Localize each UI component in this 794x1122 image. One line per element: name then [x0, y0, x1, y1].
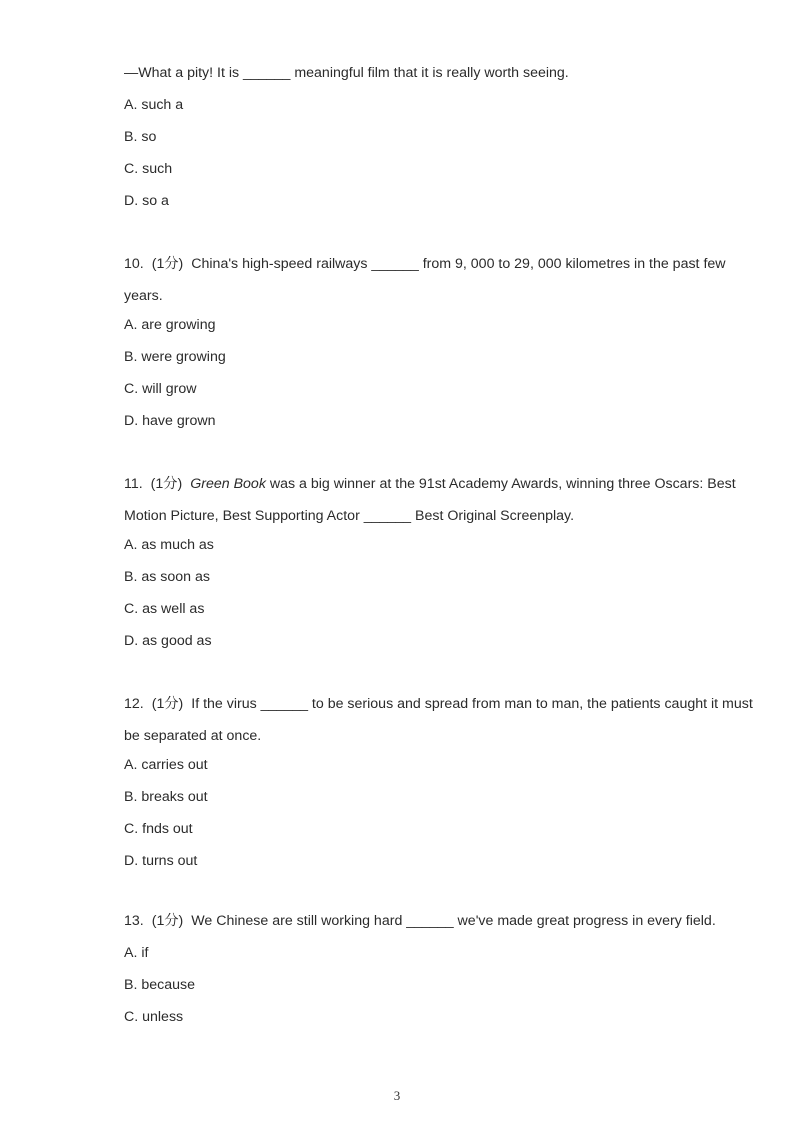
- option-a: A. if: [124, 945, 149, 961]
- question-text: If the virus ______ to be serious and spread from man to man, the patients caught it must be separated at once.: [124, 696, 753, 744]
- question-stem: [124, 688, 754, 752]
- question-score: (1分): [150, 476, 183, 492]
- option-c: C. such: [124, 161, 173, 177]
- question-13: [124, 908, 754, 1036]
- option-b: B. were growing: [124, 349, 226, 365]
- question-stem: —What a pity! It is ______ meaningful film that it is really worth seeing.: [124, 65, 569, 81]
- option-b: B. because: [124, 977, 195, 993]
- question-text: We Chinese are still working hard ______ we've made great progress in every field.: [191, 913, 716, 929]
- question-text: was a big winner at the 91st Academy Awards, winning three Oscars: Best Motion Picture, Best Supporting Actor ______ Best Original Screenplay.: [124, 476, 736, 524]
- option-d: D. have grown: [124, 413, 216, 429]
- option-c: C. fnds out: [124, 821, 193, 837]
- question-text: China's high-speed railways ______ from 9, 000 to 29, 000 kilometres in the past few years.: [124, 256, 726, 304]
- option-a: A. are growing: [124, 317, 216, 333]
- option-b: B. so: [124, 129, 157, 145]
- question-9: [124, 60, 754, 220]
- question-10: [124, 248, 754, 440]
- question-number: 13.: [124, 913, 144, 929]
- option-c: C. unless: [124, 1009, 184, 1025]
- option-d: D. as good as: [124, 633, 212, 649]
- question-score: (1分): [151, 696, 184, 712]
- option-a: A. as much as: [124, 537, 214, 553]
- question-number: 10.: [124, 256, 144, 272]
- option-c: C. will grow: [124, 381, 197, 397]
- question-stem: [124, 248, 754, 312]
- option-c: C. as well as: [124, 601, 205, 617]
- question-number: 11.: [124, 476, 143, 492]
- option-a: A. such a: [124, 97, 184, 113]
- option-b: B. breaks out: [124, 789, 208, 805]
- exam-page: [124, 60, 754, 1036]
- question-number: 12.: [124, 696, 144, 712]
- film-title: Green Book: [190, 476, 266, 492]
- option-a: A. carries out: [124, 757, 208, 773]
- option-d: D. so a: [124, 193, 169, 209]
- question-stem: [124, 908, 754, 940]
- question-11: [124, 468, 754, 660]
- option-d: D. turns out: [124, 853, 198, 869]
- question-stem: [124, 468, 754, 532]
- question-score: (1分): [151, 913, 184, 929]
- page-number: 3: [393, 1088, 401, 1103]
- option-b: B. as soon as: [124, 569, 210, 585]
- question-score: (1分): [151, 256, 184, 272]
- question-12: [124, 688, 754, 880]
